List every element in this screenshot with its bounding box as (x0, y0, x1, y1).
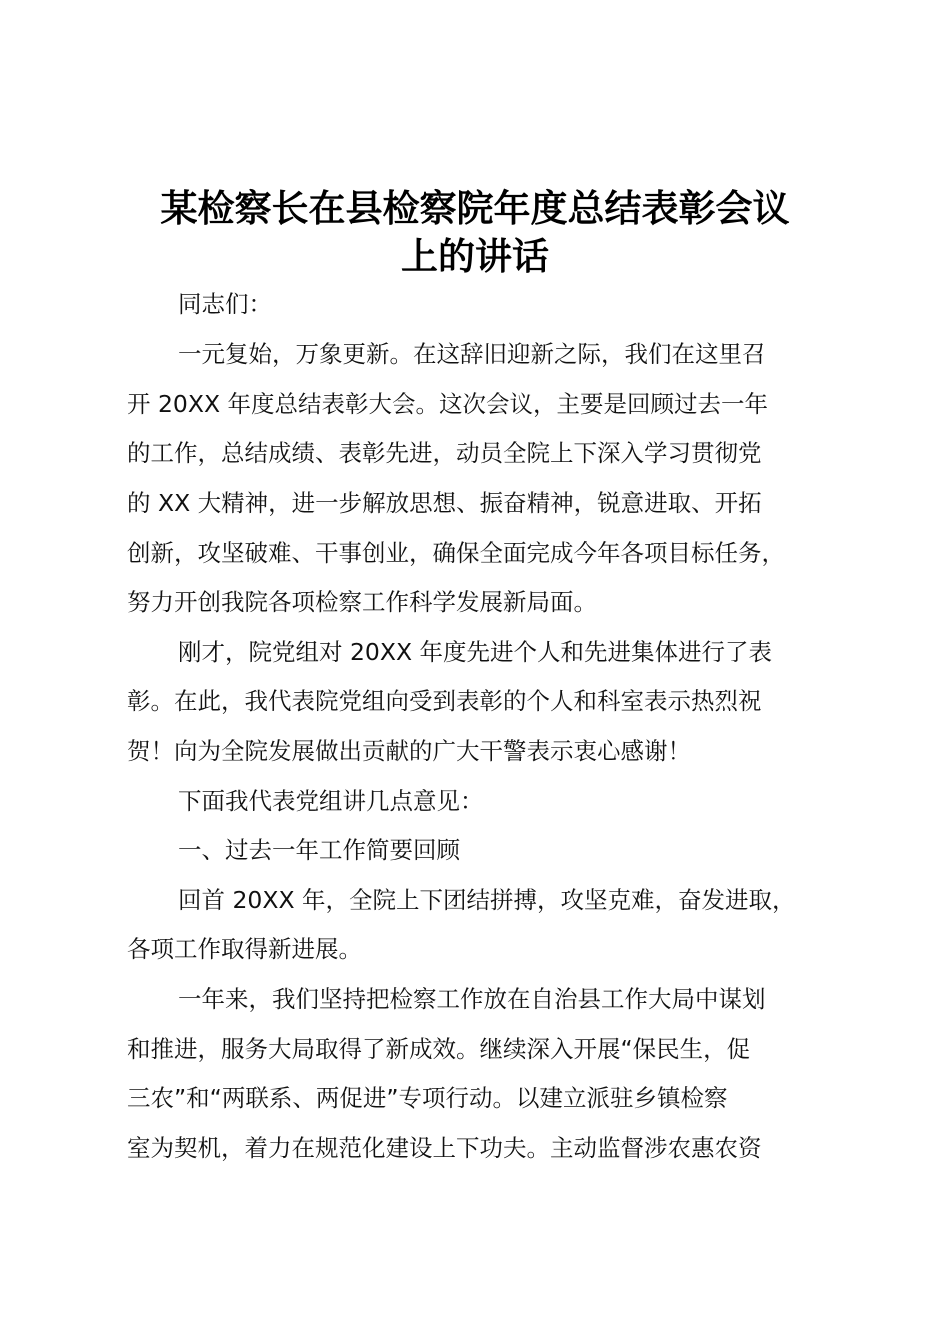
title-line-1: 某检察长在县检察院年度总结表彰会议 (160, 187, 790, 230)
paragraph-line: 室为契机，着力在规范化建设上下功夫。主动监督涉农惠农资 (127, 1134, 762, 1162)
title-line-2: 上的讲话 (401, 235, 549, 278)
paragraph-line: 创新，攻坚破难、干事创业，确保全面完成今年各项目标任务， (127, 539, 785, 567)
paragraph-line: 的工作，总结成绩、表彰先进，动员全院上下深入学习贯彻党 (127, 439, 762, 467)
paragraph-line: 三农”和“两联系、两促进”专项行动。以建立派驻乡镇检察 (127, 1084, 728, 1112)
paragraph-line: 各项工作取得新进展。 (127, 935, 362, 963)
salutation: 同志们： (178, 290, 272, 318)
paragraph-line: 的 XX 大精神，进一步解放思想、振奋精神，锐意进取、开拓 (127, 489, 762, 517)
paragraph-line: 努力开创我院各项检察工作科学发展新局面。 (127, 588, 597, 616)
paragraph-line: 一元复始，万象更新。在这辞旧迎新之际，我们在这里召 (178, 340, 766, 368)
paragraph-line: 下面我代表党组讲几点意见： (178, 787, 484, 815)
paragraph-line: 刚才，院党组对 20XX 年度先进个人和先进集体进行了表 (178, 638, 773, 666)
paragraph-line: 回首 20XX 年，全院上下团结拼搏，攻坚克难，奋发进取， (178, 886, 796, 914)
paragraph-line: 开 20XX 年度总结表彰大会。这次会议，主要是回顾过去一年 (127, 390, 769, 418)
paragraph-line: 和推进，服务大局取得了新成效。继续深入开展“保民生，促 (127, 1035, 751, 1063)
paragraph-line: 彰。在此，我代表院党组向受到表彰的个人和科室表示热烈祝 (127, 687, 762, 715)
paragraph-line: 贺！向为全院发展做出贡献的广大干警表示衷心感谢！ (127, 737, 691, 765)
paragraph-line: 一年来，我们坚持把检察工作放在自治县工作大局中谋划 (178, 985, 766, 1013)
section-heading: 一、过去一年工作简要回顾 (178, 836, 460, 864)
